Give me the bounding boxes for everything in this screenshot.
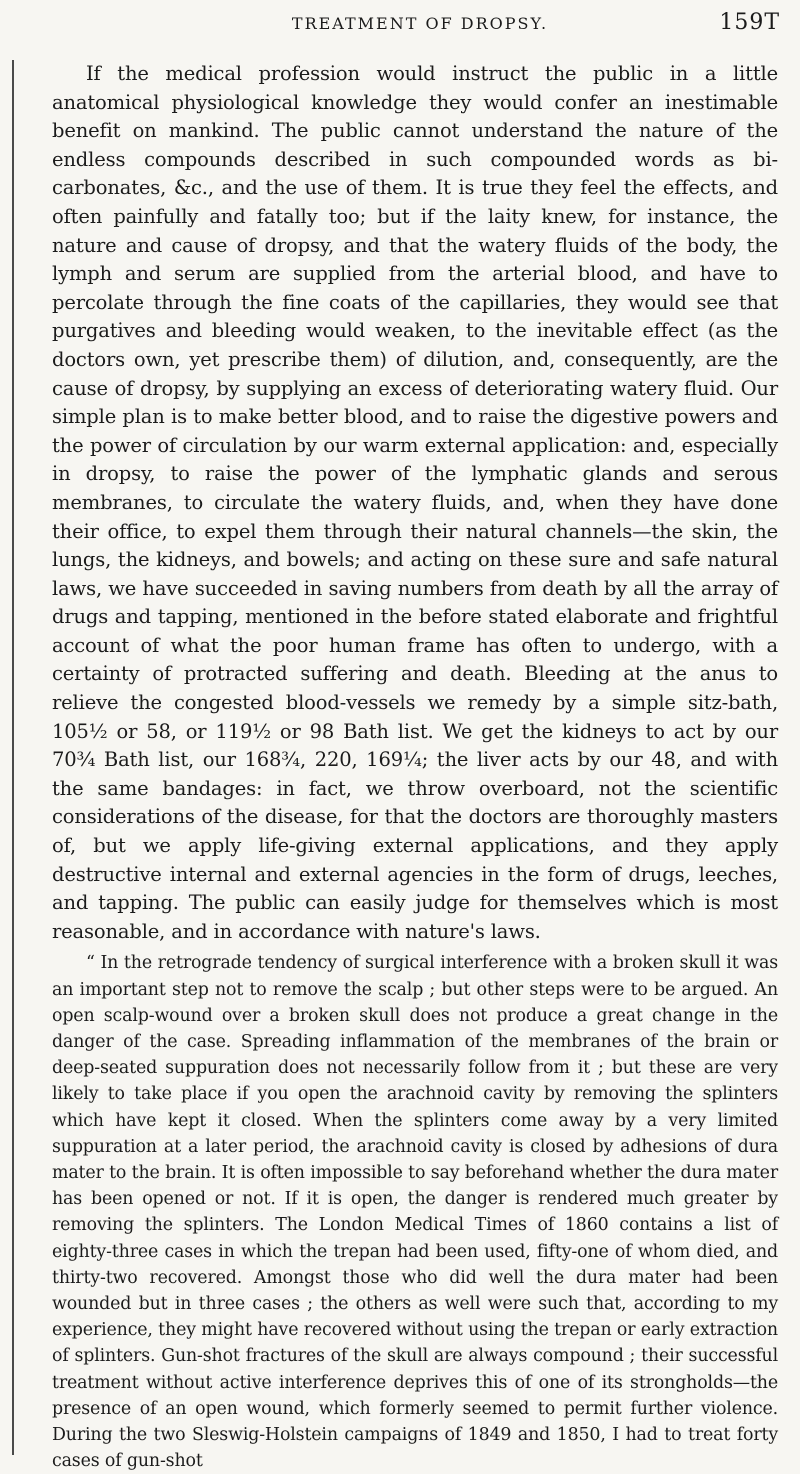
paragraph-skull-fracture-quote: “ In the retrograde tendency of surgical interference with a broken skull it was an important step not to remove the scalp ; but other steps were to be argued. An open scalp-wound over a broken skull does not produce a great change in the danger of the case. Spreading inflammation of the membranes of the brain or deep-seated suppuration does not necessarily follow from it ; but these are very likely to take place if you open the arachnoid cavity by removing the splinters which have kept it closed. When the splinters come away by a very limited suppuration at a later period, the arachnoid cavity is closed by adhesions of dura mater to the brain. It is often impossible to say beforehand whether the dura mater has been opened or not. If it is open, the danger is rendered much greater by removing the splinters. The London Medical Times of 1860 contains a list of eighty-three cases in which the trepan had been used, fifty-one of whom died, and thirty-two recovered. Amongst those who did well the dura mater had been wounded but in three cases ; the others as well were such that, according to my experience, they might have recovered without using the trepan or early extraction of splinters. Gun-shot fractures of the skull are always compound ; their successful treatment without active interference deprives this of one of its strongholds—the presence of an open wound, which formerly seemed to permit further violence. During the two Sleswig-Holstein campaigns of 1849 and 1850, I had to treat forty cases of gun-shot: [52, 953, 778, 1472]
margin-rule: [12, 60, 14, 1455]
running-head: TREATMENT OF DROPSY.: [291, 14, 549, 33]
page-header: [60, 8, 780, 40]
body-text: [52, 60, 778, 1474]
page-number: 159T: [719, 10, 780, 35]
paragraph-dropsy-treatment: If the medical profession would instruct the public in a little anatomical physiological knowledge they would confer an inestimable benefit on mankind. The public cannot understand the nature of the endless compounds described in such compounded words as bi-carbonates, &c., and the use of them. It is true they feel the effects, and often painfully and fatally too; but if the laity knew, for instance, the nature and cause of dropsy, and that the watery fluids of the body, the lymph and serum are supplied from the arterial blood, and have to percolate through the fine coats of the capillaries, they would see that purgatives and bleeding would weaken, to the inevitable effect (as the doctors own, yet prescribe them) of dilution, and, consequently, are the cause of dropsy, by supplying an excess of deteriorating watery fluid. Our simple plan is to make better blood, and to raise the digestive powers and the power of circulation by our warm external application: and, especially in dropsy, to raise the power of the lymphatic glands and serous membranes, to circulate the watery fluids, and, when they have done their office, to expel them through their natural channels—the skin, the lungs, the kidneys, and bowels; and acting on these sure and safe natural laws, we have succeeded in saving numbers from death by all the array of drugs and tapping, mentioned in the before stated elaborate and frightful account of what the poor human frame has often to undergo, with a certainty of protracted suffering and death. Bleeding at the anus to relieve the congested blood-vessels we remedy by a simple sitz-bath, 105½ or 58, or 119½ or 98 Bath list. We get the kidneys to act by our 70¾ Bath list, our 168¾, 220, 169¼; the liver acts by our 48, and with the same bandages: in fact, we throw overboard, not the scientific considerations of the disease, for that the doctors are thoroughly masters of, but we apply life-giving external applications, and they apply destructive internal and external agencies in the form of drugs, leeches, and tapping. The public can easily judge for themselves which is most reasonable, and in accordance with nature's laws.: [52, 62, 778, 943]
